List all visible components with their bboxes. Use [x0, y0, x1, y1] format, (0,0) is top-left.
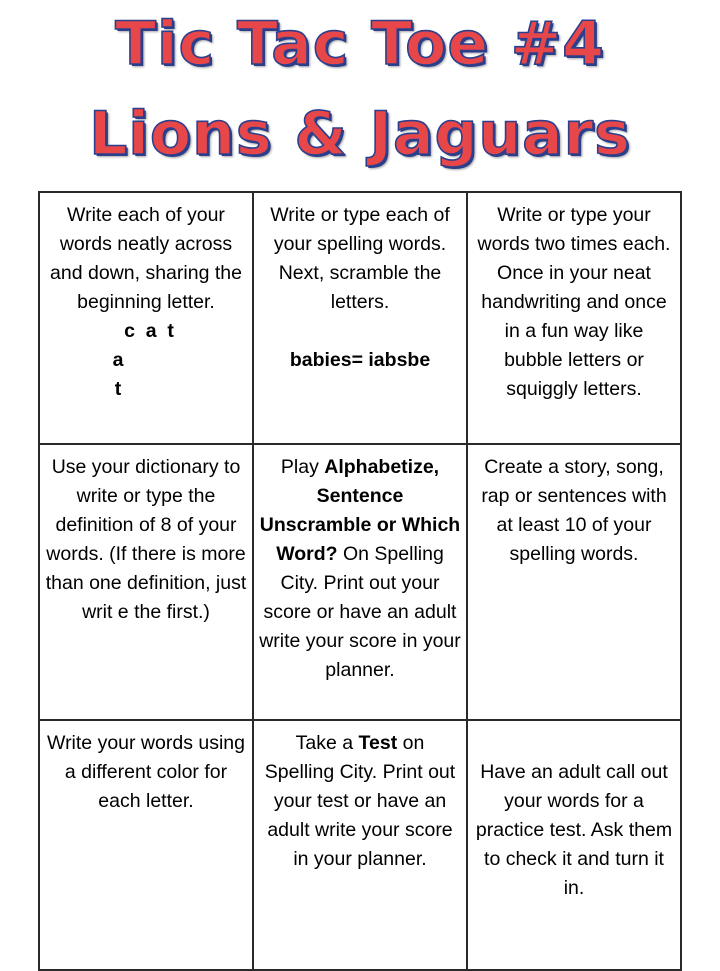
cell-color-letters	[39, 720, 253, 970]
spacer	[259, 317, 461, 346]
game-names: Alphabetize, Sentence Unscramble or Which Word?	[259, 456, 461, 565]
spacer	[473, 729, 675, 758]
test-keyword: Test	[358, 732, 398, 754]
across-down-word-example	[45, 317, 247, 404]
cell-instruction-text: Use your dictionary to write or type the definition of 8 of your words. (If there is more than one definition, just writ e the first.)	[45, 456, 247, 623]
tic-tac-toe-board	[38, 191, 682, 971]
cell-across-and-down	[39, 192, 253, 444]
scramble-example: babies= iabsbe	[289, 349, 431, 371]
cell-scramble-letters	[253, 192, 467, 444]
example-row-down-2: t	[114, 378, 122, 400]
cell-dictionary-definitions	[39, 444, 253, 720]
cell-story-song-rap	[467, 444, 681, 720]
cell-two-times-each	[467, 192, 681, 444]
cell-text-post: on Spelling City. Print out your test or have an adult write your score in your planner.	[264, 732, 456, 870]
board-row-3	[39, 720, 681, 970]
page-title-line-2: Lions & Jaguars	[89, 99, 631, 169]
cell-spelling-city-test	[253, 720, 467, 970]
example-row-across: c a t	[124, 320, 174, 342]
example-row-down-1: a	[112, 349, 124, 371]
cell-instruction-text: Write or type your words two times each. Once in your neat handwriting and once in a fun way like bubble letters or squiggly letters.	[477, 204, 671, 400]
cell-text-pre: Play	[280, 456, 325, 478]
board-row-2	[39, 444, 681, 720]
cell-instruction-text: Write each of your words neatly across and down, sharing the beginning letter.	[50, 204, 242, 313]
cell-instruction-text: Create a story, song, rap or sentences with at least 10 of your spelling words.	[481, 456, 667, 565]
board-row-1	[39, 192, 681, 444]
cell-instruction-text: Write or type each of your spelling words. Next, scramble the letters.	[270, 204, 450, 313]
page-title-line-1: Tic Tac Toe #4	[115, 9, 605, 79]
cell-text-pre: Take a	[295, 732, 359, 754]
cell-spelling-city-games	[253, 444, 467, 720]
cell-text-post: On Spelling City. Print out your score or have an adult write your score in your planner.	[259, 543, 461, 681]
cell-instruction-text: Write your words using a different color for each letter.	[47, 732, 245, 812]
cell-practice-test	[467, 720, 681, 970]
cell-instruction-text: Have an adult call out your words for a practice test. Ask them to check it and turn it in.	[475, 761, 673, 899]
